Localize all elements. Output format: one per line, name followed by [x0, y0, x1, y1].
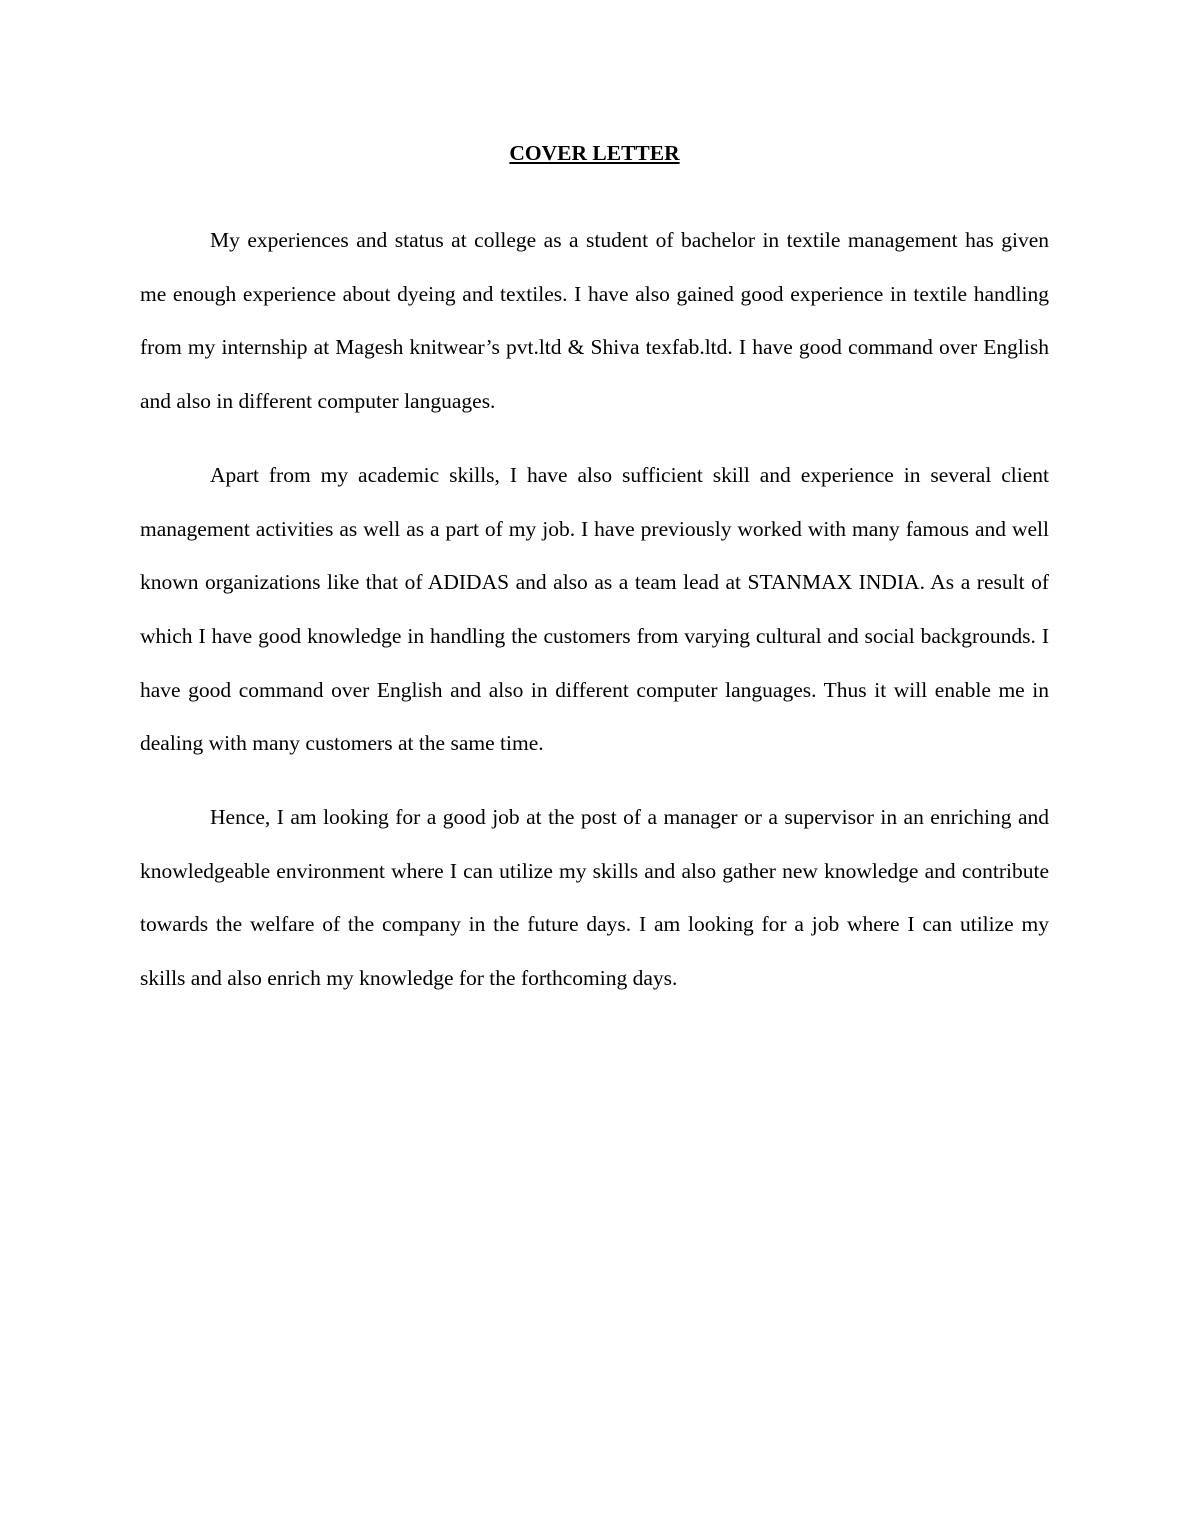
paragraph-objective: Hence, I am looking for a good job at the post of a manager or a supervisor in an enriching and knowledgeable environment where I can utilize my skills and also gather new knowledge and contribute towards the welfare of the company in the future days. I am looking for a job where I can utilize my skills and also enrich my knowledge for the forthcoming days.	[140, 805, 1049, 991]
document-title: COVER LETTER	[509, 141, 680, 165]
paragraph-skills: Apart from my academic skills, I have also sufficient skill and experience in several client management activities as well as a part of my job. I have previously worked with many famous and well known organizations like that of ADIDAS and also as a team lead at STANMAX INDIA. As a result of which I have good knowledge in handling the customers from varying cultural and social backgrounds. I have good command over English and also in different computer languages. Thus it will enable me in dealing with many customers at the same time.	[140, 462, 1049, 756]
paragraph-experience: My experiences and status at college as a student of bachelor in textile management has given me enough experience about dyeing and textiles. I have also gained good experience in textile handling from my internship at Magesh knitwear’s pvt.ltd & Shiva texfab.ltd. I have good command over English and also in different computer languages.	[140, 228, 1049, 414]
document-body	[140, 138, 1049, 1006]
